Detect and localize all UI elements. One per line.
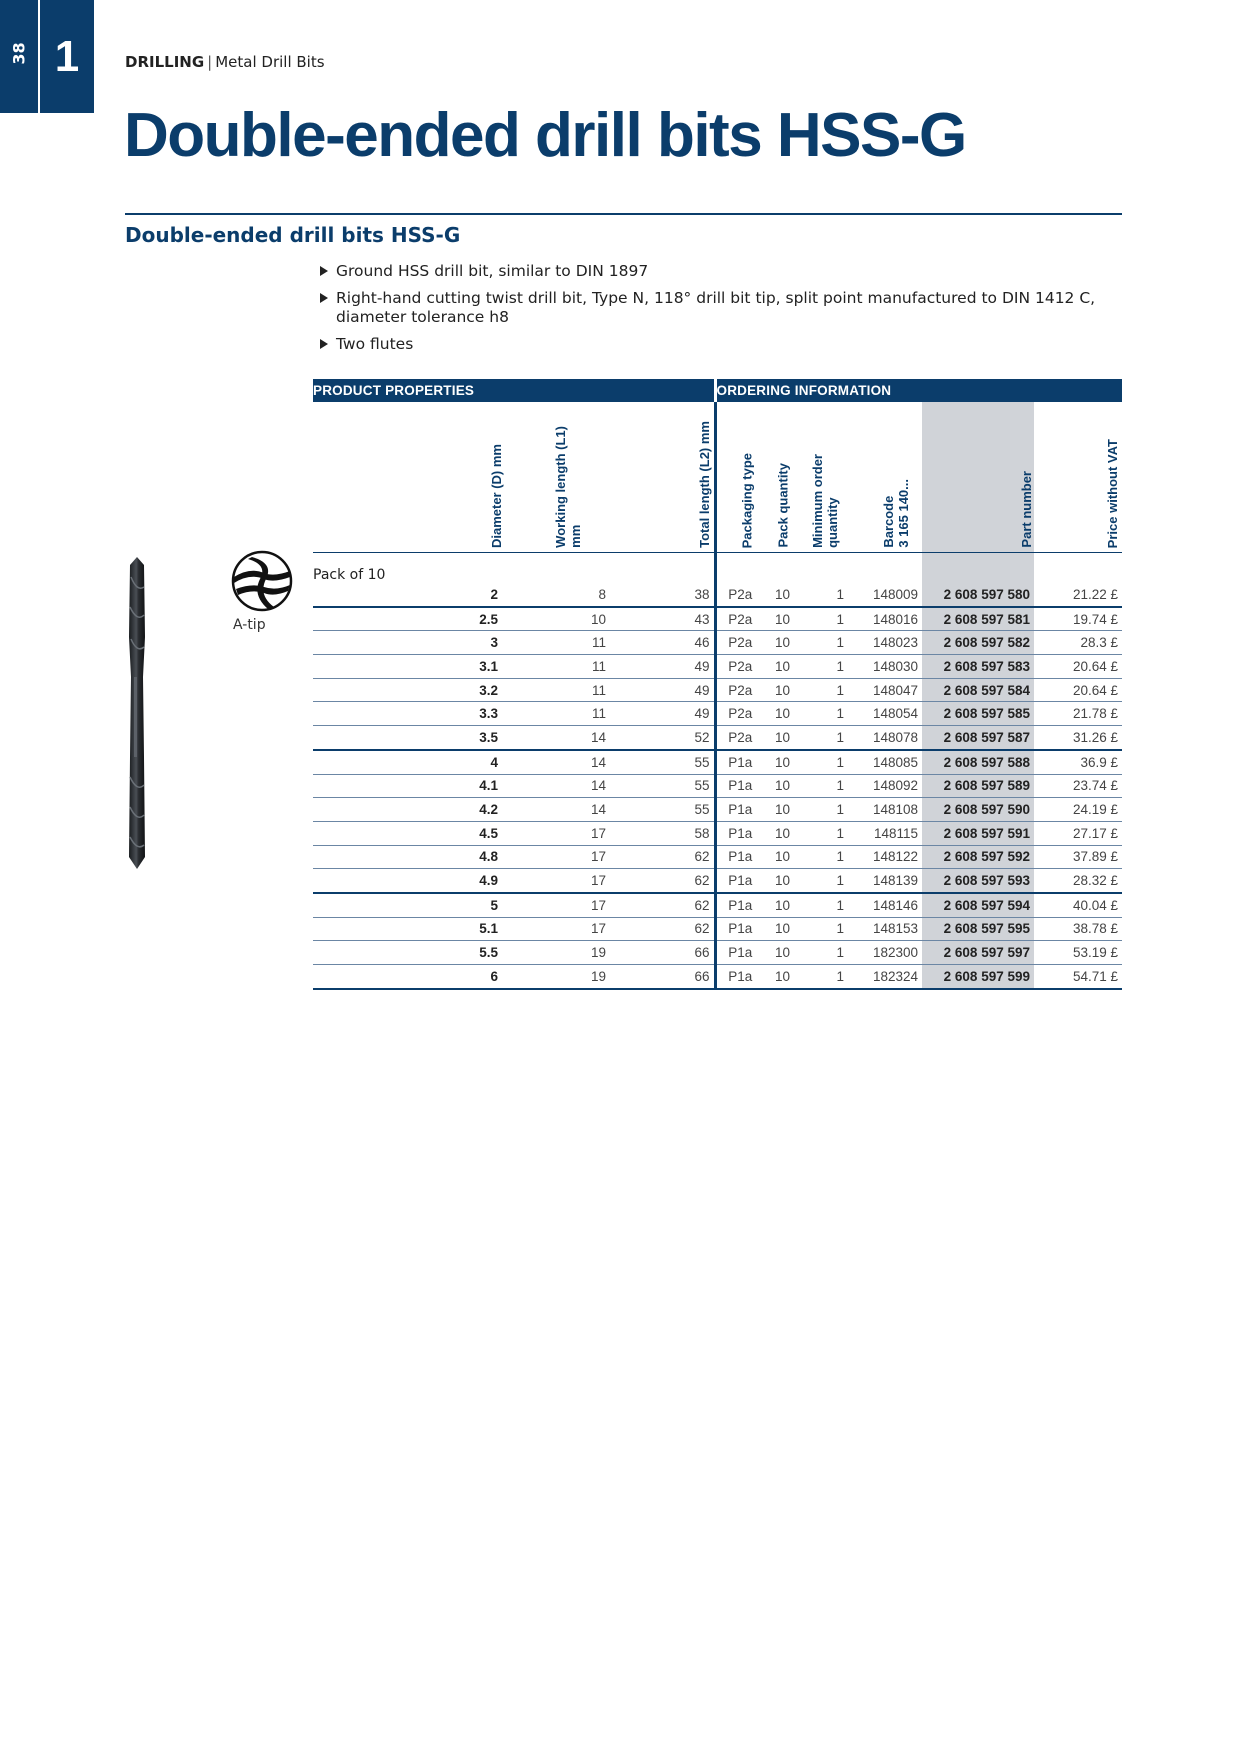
price-cell: 19.74 £	[1034, 607, 1122, 631]
min-order-cell: 1	[801, 869, 848, 893]
barcode-cell: 148054	[848, 702, 922, 726]
table-body	[313, 583, 1122, 989]
pack-quantity-cell: 10	[764, 798, 801, 822]
col-min-order-label-2: quantity	[824, 497, 840, 548]
table-row	[313, 702, 1122, 726]
col-total-length-label: Total length (L2) mm	[696, 421, 712, 548]
total-length-cell: 46	[610, 631, 715, 655]
packaging-type-cell: P1a	[715, 893, 764, 917]
diameter-cell: 4.8	[313, 845, 508, 869]
barcode-cell: 148108	[848, 798, 922, 822]
pack-quantity-cell: 10	[764, 821, 801, 845]
col-barcode	[848, 402, 922, 553]
part-number-cell: 2 608 597 592	[922, 845, 1034, 869]
packaging-type-cell: P2a	[715, 702, 764, 726]
table-row	[313, 750, 1122, 774]
working-length-cell: 14	[508, 726, 610, 750]
barcode-cell: 148078	[848, 726, 922, 750]
part-number-cell: 2 608 597 593	[922, 869, 1034, 893]
col-working-length	[508, 402, 610, 553]
pack-quantity-cell: 10	[764, 917, 801, 941]
packaging-type-cell: P1a	[715, 750, 764, 774]
working-length-cell: 19	[508, 941, 610, 965]
total-length-cell: 38	[610, 583, 715, 607]
packaging-type-cell: P1a	[715, 845, 764, 869]
packaging-type-cell: P1a	[715, 917, 764, 941]
min-order-cell: 1	[801, 821, 848, 845]
barcode-cell: 148016	[848, 607, 922, 631]
col-pack-quantity	[764, 402, 801, 553]
table-row	[313, 965, 1122, 989]
diameter-cell: 4.1	[313, 774, 508, 798]
price-cell: 28.32 £	[1034, 869, 1122, 893]
table-row	[313, 869, 1122, 893]
table-column-header-row	[313, 402, 1122, 553]
working-length-cell: 19	[508, 965, 610, 989]
part-number-cell: 2 608 597 599	[922, 965, 1034, 989]
part-number-cell: 2 608 597 584	[922, 678, 1034, 702]
col-barcode-prefix: 3 165 140...	[896, 479, 911, 548]
part-number-cell: 2 608 597 591	[922, 821, 1034, 845]
feature-item	[320, 262, 1120, 281]
total-length-cell: 49	[610, 655, 715, 679]
section-title: Double-ended drill bits HSS-G	[125, 223, 461, 247]
min-order-cell: 1	[801, 798, 848, 822]
packaging-type-cell: P1a	[715, 774, 764, 798]
working-length-cell: 8	[508, 583, 610, 607]
barcode-cell: 148009	[848, 583, 922, 607]
working-length-cell: 17	[508, 845, 610, 869]
price-cell: 27.17 £	[1034, 821, 1122, 845]
price-cell: 24.19 £	[1034, 798, 1122, 822]
price-cell: 31.26 £	[1034, 726, 1122, 750]
min-order-cell: 1	[801, 631, 848, 655]
price-cell: 37.89 £	[1034, 845, 1122, 869]
min-order-cell: 1	[801, 893, 848, 917]
col-diameter-label: Diameter (D) mm	[489, 443, 504, 548]
table-row	[313, 845, 1122, 869]
table-row	[313, 917, 1122, 941]
diameter-cell: 6	[313, 965, 508, 989]
part-number-cell: 2 608 597 597	[922, 941, 1034, 965]
price-cell: 54.71 £	[1034, 965, 1122, 989]
min-order-cell: 1	[801, 726, 848, 750]
price-cell: 38.78 £	[1034, 917, 1122, 941]
part-number-cell: 2 608 597 583	[922, 655, 1034, 679]
total-length-cell: 49	[610, 702, 715, 726]
working-length-cell: 17	[508, 821, 610, 845]
breadcrumb-separator: |	[207, 53, 213, 71]
bullet-arrow-icon	[320, 293, 328, 303]
breadcrumb-section: DRILLING	[125, 53, 205, 71]
pack-quantity-cell: 10	[764, 750, 801, 774]
barcode-cell: 182300	[848, 941, 922, 965]
table-row	[313, 631, 1122, 655]
barcode-cell: 148030	[848, 655, 922, 679]
working-length-cell: 10	[508, 607, 610, 631]
feature-text: Right-hand cutting twist drill bit, Type N, 118° drill bit tip, split point manufactured to DIN 1412 C, diameter tolerance h8	[336, 289, 1096, 326]
pack-quantity-cell: 10	[764, 774, 801, 798]
packaging-type-cell: P2a	[715, 631, 764, 655]
part-number-cell: 2 608 597 590	[922, 798, 1034, 822]
pack-quantity-cell: 10	[764, 631, 801, 655]
table-group-header-row	[313, 379, 1122, 402]
working-length-cell: 11	[508, 655, 610, 679]
pack-quantity-cell: 10	[764, 893, 801, 917]
min-order-cell: 1	[801, 774, 848, 798]
col-part-number-label: Part number	[1019, 471, 1034, 548]
diameter-cell: 5.5	[313, 941, 508, 965]
diameter-cell: 3.1	[313, 655, 508, 679]
total-length-cell: 62	[610, 869, 715, 893]
total-length-cell: 62	[610, 845, 715, 869]
total-length-cell: 62	[610, 893, 715, 917]
barcode-cell: 148146	[848, 893, 922, 917]
working-length-cell: 17	[508, 893, 610, 917]
min-order-cell: 1	[801, 655, 848, 679]
price-cell: 40.04 £	[1034, 893, 1122, 917]
col-packaging-type	[715, 402, 764, 553]
diameter-cell: 4.5	[313, 821, 508, 845]
col-price	[1034, 402, 1122, 553]
table-row	[313, 607, 1122, 631]
page-number: 38	[9, 42, 29, 65]
packaging-type-cell: P2a	[715, 678, 764, 702]
price-cell: 53.19 £	[1034, 941, 1122, 965]
pack-label: Pack of 10	[313, 567, 386, 583]
packaging-type-cell: P2a	[715, 583, 764, 607]
table-row	[313, 821, 1122, 845]
chapter-number: 1	[40, 0, 94, 113]
working-length-cell: 14	[508, 798, 610, 822]
working-length-cell: 17	[508, 869, 610, 893]
pack-quantity-cell: 10	[764, 655, 801, 679]
part-number-cell: 2 608 597 595	[922, 917, 1034, 941]
product-table	[313, 379, 1122, 990]
min-order-cell: 1	[801, 583, 848, 607]
part-number-cell: 2 608 597 594	[922, 893, 1034, 917]
part-number-cell: 2 608 597 581	[922, 607, 1034, 631]
price-cell: 36.9 £	[1034, 750, 1122, 774]
diameter-cell: 3	[313, 631, 508, 655]
barcode-cell: 148122	[848, 845, 922, 869]
price-cell: 28.3 £	[1034, 631, 1122, 655]
barcode-cell: 148139	[848, 869, 922, 893]
breadcrumb-subsection: Metal Drill Bits	[215, 53, 325, 71]
min-order-cell: 1	[801, 965, 848, 989]
total-length-cell: 55	[610, 750, 715, 774]
barcode-cell: 182324	[848, 965, 922, 989]
part-number-cell: 2 608 597 582	[922, 631, 1034, 655]
barcode-cell: 148023	[848, 631, 922, 655]
pack-quantity-cell: 10	[764, 607, 801, 631]
pack-quantity-cell: 10	[764, 941, 801, 965]
diameter-cell: 4	[313, 750, 508, 774]
min-order-cell: 1	[801, 917, 848, 941]
feature-item	[320, 335, 1120, 354]
working-length-cell: 11	[508, 631, 610, 655]
col-packaging-type-label: Packaging type	[739, 452, 755, 548]
min-order-cell: 1	[801, 941, 848, 965]
packaging-type-cell: P2a	[715, 607, 764, 631]
diameter-cell: 3.2	[313, 678, 508, 702]
packaging-type-cell: P1a	[715, 869, 764, 893]
working-length-cell: 17	[508, 917, 610, 941]
table-row	[313, 583, 1122, 607]
col-min-order-label: Minimum order	[809, 454, 825, 548]
barcode-cell: 148115	[848, 821, 922, 845]
price-cell: 20.64 £	[1034, 678, 1122, 702]
page-number-tab	[0, 0, 38, 113]
diameter-cell: 5.1	[313, 917, 508, 941]
part-number-cell: 2 608 597 580	[922, 583, 1034, 607]
pack-quantity-cell: 10	[764, 726, 801, 750]
table-row	[313, 678, 1122, 702]
total-length-cell: 49	[610, 678, 715, 702]
table-row	[313, 941, 1122, 965]
total-length-cell: 43	[610, 607, 715, 631]
col-working-length-unit: mm	[568, 524, 583, 548]
col-barcode-label: Barcode	[881, 495, 896, 548]
col-diameter	[313, 402, 508, 553]
pack-quantity-cell: 10	[764, 678, 801, 702]
diameter-cell: 5	[313, 893, 508, 917]
packaging-type-cell: P2a	[715, 726, 764, 750]
section-divider	[125, 213, 1122, 215]
total-length-cell: 58	[610, 821, 715, 845]
pack-quantity-cell: 10	[764, 583, 801, 607]
part-number-cell: 2 608 597 588	[922, 750, 1034, 774]
table-row	[313, 774, 1122, 798]
price-cell: 21.22 £	[1034, 583, 1122, 607]
barcode-cell: 148047	[848, 678, 922, 702]
pack-quantity-cell: 10	[764, 845, 801, 869]
min-order-cell: 1	[801, 750, 848, 774]
feature-item	[320, 289, 1120, 327]
total-length-cell: 66	[610, 965, 715, 989]
total-length-cell: 55	[610, 798, 715, 822]
min-order-cell: 1	[801, 678, 848, 702]
price-cell: 21.78 £	[1034, 702, 1122, 726]
diameter-cell: 3.3	[313, 702, 508, 726]
feature-text: Ground HSS drill bit, similar to DIN 1897	[336, 262, 649, 280]
part-number-cell: 2 608 597 585	[922, 702, 1034, 726]
diameter-cell: 3.5	[313, 726, 508, 750]
col-pack-quantity-label: Pack quantity	[775, 463, 790, 548]
page-title: Double-ended drill bits HSS-G	[124, 101, 966, 170]
col-working-length-label: Working length (L1)	[553, 426, 568, 548]
col-part-number	[922, 402, 1034, 553]
total-length-cell: 52	[610, 726, 715, 750]
pack-quantity-cell: 10	[764, 702, 801, 726]
col-total-length	[610, 402, 715, 553]
diameter-cell: 2.5	[313, 607, 508, 631]
feature-text: Two flutes	[336, 335, 414, 353]
part-number-cell: 2 608 597 587	[922, 726, 1034, 750]
table-row	[313, 726, 1122, 750]
working-length-cell: 11	[508, 702, 610, 726]
bullet-arrow-icon	[320, 339, 328, 349]
pack-row	[313, 553, 1122, 584]
price-cell: 20.64 £	[1034, 655, 1122, 679]
working-length-cell: 11	[508, 678, 610, 702]
diameter-cell: 2	[313, 583, 508, 607]
table-row	[313, 798, 1122, 822]
table-row	[313, 655, 1122, 679]
total-length-cell: 62	[610, 917, 715, 941]
col-price-label: Price without VAT	[1105, 438, 1120, 548]
pack-quantity-cell: 10	[764, 965, 801, 989]
min-order-cell: 1	[801, 845, 848, 869]
group-product-properties: PRODUCT PROPERTIES	[313, 379, 715, 402]
min-order-cell: 1	[801, 607, 848, 631]
pack-quantity-cell: 10	[764, 869, 801, 893]
barcode-cell: 148085	[848, 750, 922, 774]
col-min-order	[801, 402, 848, 553]
barcode-cell: 148092	[848, 774, 922, 798]
packaging-type-cell: P1a	[715, 798, 764, 822]
total-length-cell: 55	[610, 774, 715, 798]
drill-bit-image	[124, 557, 150, 869]
packaging-type-cell: P1a	[715, 821, 764, 845]
packaging-type-cell: P2a	[715, 655, 764, 679]
part-number-cell: 2 608 597 589	[922, 774, 1034, 798]
group-ordering-information: ORDERING INFORMATION	[715, 379, 1122, 402]
packaging-type-cell: P1a	[715, 965, 764, 989]
feature-list	[320, 262, 1120, 362]
table-row	[313, 893, 1122, 917]
total-length-cell: 66	[610, 941, 715, 965]
min-order-cell: 1	[801, 702, 848, 726]
bullet-arrow-icon	[320, 266, 328, 276]
working-length-cell: 14	[508, 774, 610, 798]
a-tip-icon	[230, 549, 294, 613]
working-length-cell: 14	[508, 750, 610, 774]
a-tip-label: A-tip	[233, 617, 266, 633]
breadcrumb	[125, 53, 325, 71]
diameter-cell: 4.9	[313, 869, 508, 893]
packaging-type-cell: P1a	[715, 941, 764, 965]
price-cell: 23.74 £	[1034, 774, 1122, 798]
barcode-cell: 148153	[848, 917, 922, 941]
diameter-cell: 4.2	[313, 798, 508, 822]
